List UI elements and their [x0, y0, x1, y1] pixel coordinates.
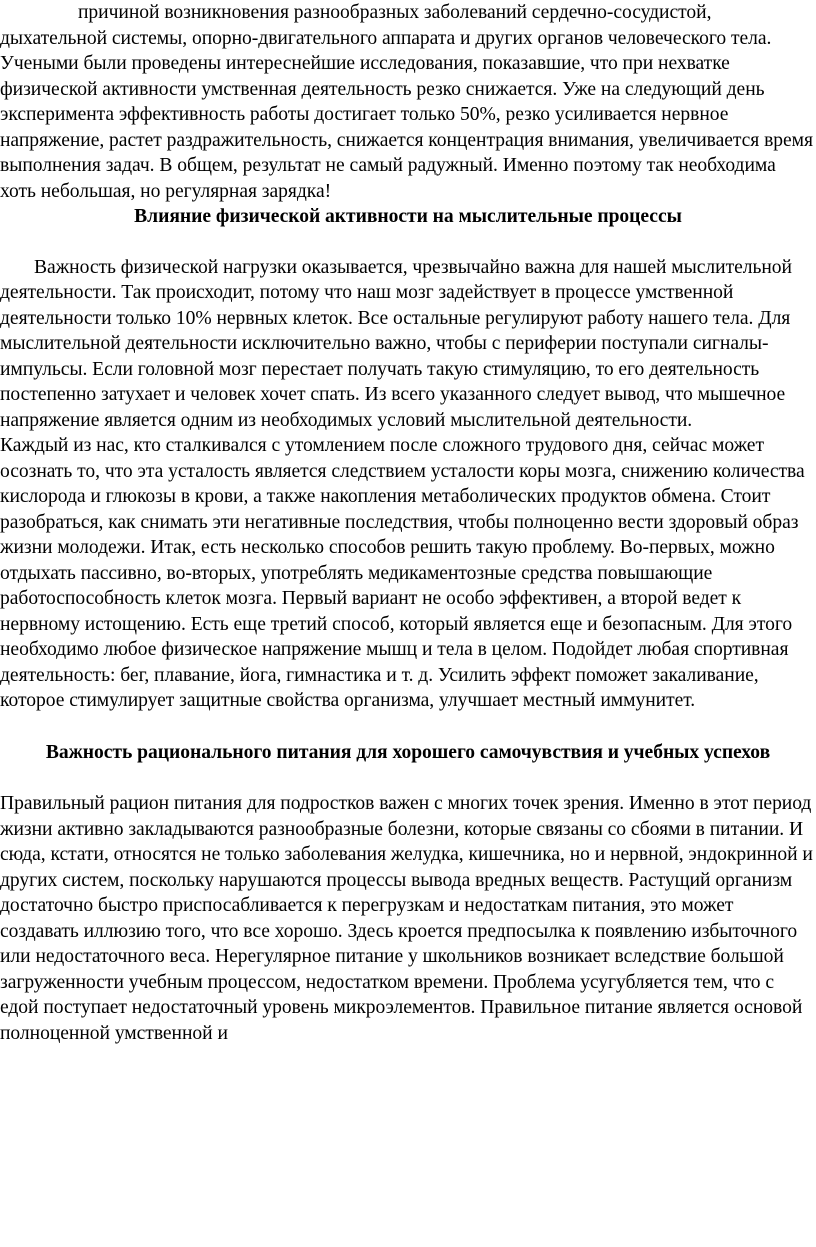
- heading-nutrition: Важность рационального питания для хорошего самочувствия и учебных успехов: [45, 741, 771, 763]
- spacer: [0, 230, 816, 255]
- section-1-paragraph-1: Важность физической нагрузки оказывается, чрезвычайно важна для нашей мыслительной деятельности. Так происходит, потому что наш мозг задействует в процессе умственной деятельности только 10% нервных клеток. Все остальные регулируют работу нашего тела. Для мыслительной деятельности исключительно важно, чтобы с периферии поступали сигналы-импульсы. Если головной мозг перестает получать такую стимуляцию, то его деятельность постепенно затухает и человек хочет спать. Из всего указанного следует вывод, что мышечное напряжение является одним из необходимых условий мыслительной деятельности.: [0, 256, 792, 431]
- heading-physical-activity: Влияние физической активности на мыслительные процессы: [134, 206, 682, 227]
- intro-paragraph: причиной возникновения разнообразных заболеваний сердечно-сосудистой, дыхательной системы, опорно-двигательного аппарата и других органов человеческого тела. Учеными были проведены интереснейшие исследования, показавшие, что при нехватке физической активности умственная деятельность резко снижается. Уже на следующий день эксперимента эффективность работы достигает только 50%, резко усиливается нервное напряжение, растет раздражительность, снижается концентрация внимания, увеличивается время выполнения задач. В общем, результат не самый радужный. Именно поэтому так необходима хоть небольшая, но регулярная зарядка!: [0, 2, 813, 202]
- section-2-paragraph-1: Правильный рацион питания для подростков важен с многих точек зрения. Именно в этот период жизни активно закладываются разнообразные болезни, которые связаны со сбоями в питании. И сюда, кстати, относятся не только заболевания желудка, кишечника, но и нервной, эндокринной и других систем, поскольку нарушаются процессы вывода вредных веществ. Растущий организм достаточно быстро приспосабливается к перегрузкам и недостаткам питания, это может создавать иллюзию того, что все хорошо. Здесь кроется предпосылка к появлению избыточного или недостаточного веса. Нерегулярное питание у школьников возникает вследствие большой загруженности учебным процессом, недостатком времени. Проблема усугубляется тем, что с едой поступает недостаточный уровень микроэлементов. Правильное питание является основой полноценной умственной и: [0, 793, 813, 1044]
- section-1-paragraph-2: Каждый из нас, кто сталкивался с утомлением после сложного трудового дня, сейчас может осознать то, что эта усталость является следствием усталости коры мозга, снижению количества кислорода и глюкозы в крови, а также накопления метаболических продуктов обмена. Стоит разобраться, как снимать эти негативные последствия, чтобы полноценно вести здоровый образ жизни молодежи. Итак, есть несколько способов решить такую проблему. Во-первых, можно отдыхать пассивно, во-вторых, употреблять медикаментозные средства повышающие работоспособность клеток мозга. Первый вариант не особо эффективен, а второй ведет к нервному истощению. Есть еще третий способ, который является еще и безопасным. Для этого необходимо любое физическое напряжение мышц и тела в целом. Подойдет любая спортивная деятельность: бег, плавание, йога, гимнастика и т. д. Усилить эффект поможет закаливание, которое стимулирует защитные свойства организма, улучшает местный иммунитет.: [0, 435, 805, 711]
- spacer: [0, 765, 816, 791]
- spacer: [0, 714, 816, 740]
